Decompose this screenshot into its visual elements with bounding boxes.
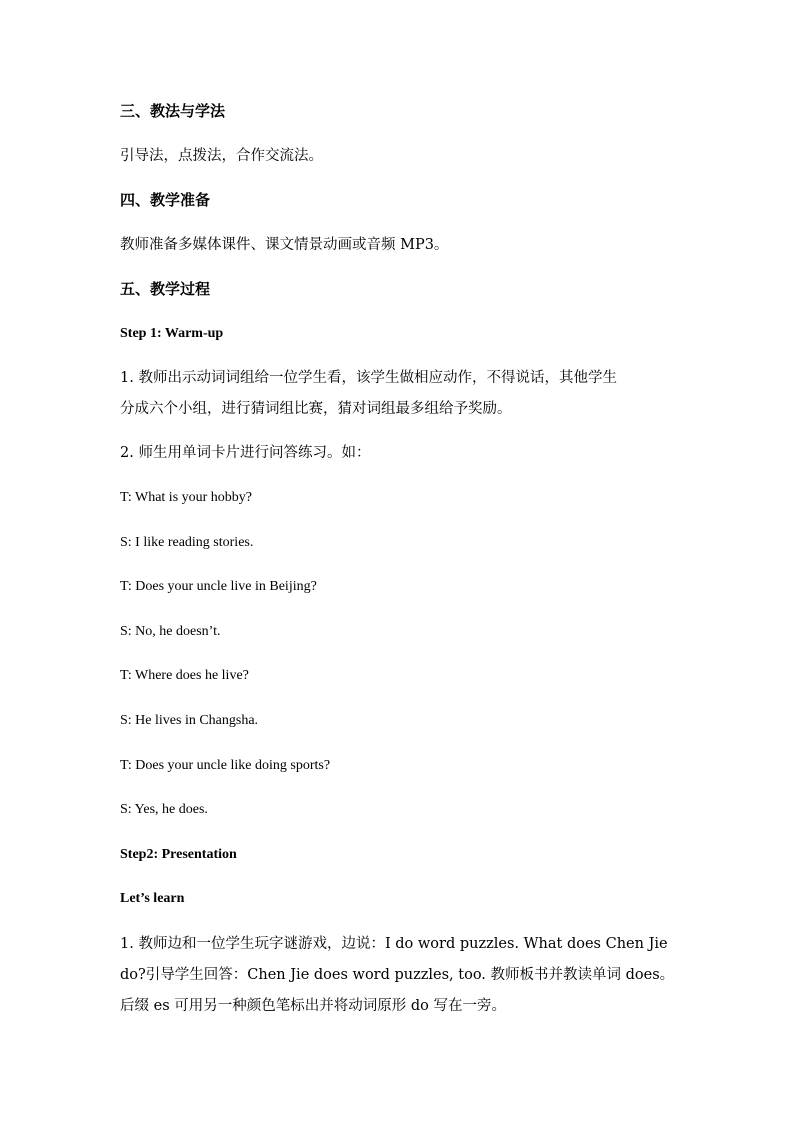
dialog-line: S: No, he doesn’t. (120, 624, 221, 639)
step2-item1-line3: 后缀 es 可用另一种颜色笔标出并将动词原形 do 写在一旁。 (120, 998, 506, 1014)
methods-text: 引导法，点拨法，合作交流法。 (120, 148, 323, 164)
dialog-line: T: Does your uncle like doing sports? (120, 758, 331, 773)
preparation-text: 教师准备多媒体课件、课文情景动画或音频 MP3。 (120, 237, 449, 253)
heading-preparation: 四、教学准备 (120, 191, 211, 209)
heading-process: 五、教学过程 (120, 280, 211, 298)
dialog-line: S: He lives in Changsha. (120, 713, 259, 728)
step2-title: Step2: Presentation (120, 847, 237, 862)
step1-item2: 2. 师生用单词卡片进行问答练习。如： (120, 445, 371, 461)
dialog-line: T: What is your hobby? (120, 490, 253, 505)
heading-methods: 三、教法与学法 (120, 102, 226, 120)
step2-item1-line2: do?引导学生回答：Chen Jie does word puzzles, too. 教师板书并教读单词 does。 (120, 967, 675, 983)
step1-item1-line1: 1. 教师出示动词词组给一位学生看，该学生做相应动作，不得说话，其他学生 (120, 370, 617, 386)
dialog-line: T: Does your uncle live in Beijing? (120, 579, 317, 594)
step1-title: Step 1: Warm-up (120, 326, 224, 341)
step2-subtitle: Let’s learn (120, 891, 185, 906)
dialog-line: S: I like reading stories. (120, 535, 254, 550)
dialog-line: S: Yes, he does. (120, 802, 208, 817)
dialog-line: T: Where does he live? (120, 668, 249, 683)
step1-item1-line2: 分成六个小组，进行猜词组比赛，猜对词组最多组给予奖励。 (120, 401, 512, 417)
step2-item1-line1: 1. 教师边和一位学生玩字谜游戏，边说：I do word puzzles. What does Chen Jie (120, 936, 668, 952)
